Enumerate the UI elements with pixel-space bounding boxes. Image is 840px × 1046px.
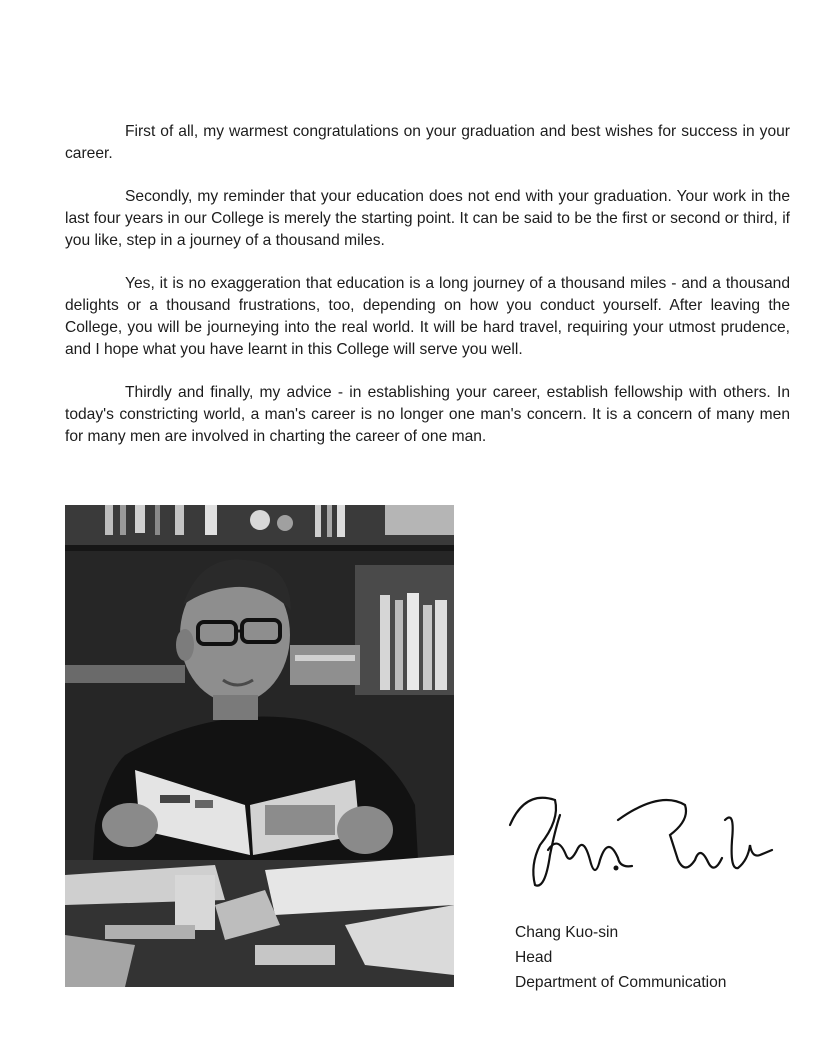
portrait-photo bbox=[65, 505, 454, 987]
signatory-department: Department of Communication bbox=[515, 974, 727, 991]
signature-block bbox=[515, 920, 726, 995]
handwritten-signature bbox=[500, 780, 780, 900]
letter-body bbox=[65, 121, 790, 469]
portrait-illustration bbox=[65, 505, 454, 987]
paragraph-advice: Thirdly and finally, my advice - in establishing your career, establish fellowship with others. In today's constricting world, a man's career is no longer one man's concern. It is a concern of many men for many men are involved in charting the career of one man. bbox=[65, 384, 790, 445]
paragraph-congratulations: First of all, my warmest congratulations on your graduation and best wishes for success in your career. bbox=[65, 123, 790, 162]
paragraph-education-reminder: Secondly, my reminder that your education does not end with your graduation. Your work in the last four years in our College is merely the starting point. It can be said to be the first or second or third, if you like, step in a journey of a thousand miles. bbox=[65, 188, 790, 249]
signatory-name: Chang Kuo-sin bbox=[515, 924, 619, 941]
paragraph-journey: Yes, it is no exaggeration that education is a long journey of a thousand miles - and a thousand delights or a thousand frustrations, too, depending on how you conduct yourself. After leaving the College, you will be journeying into the real world. It will be hard travel, requiring your utmost prudence, and I hope what you have learnt in this College will serve you well. bbox=[65, 275, 790, 358]
signatory-title: Head bbox=[515, 949, 553, 966]
